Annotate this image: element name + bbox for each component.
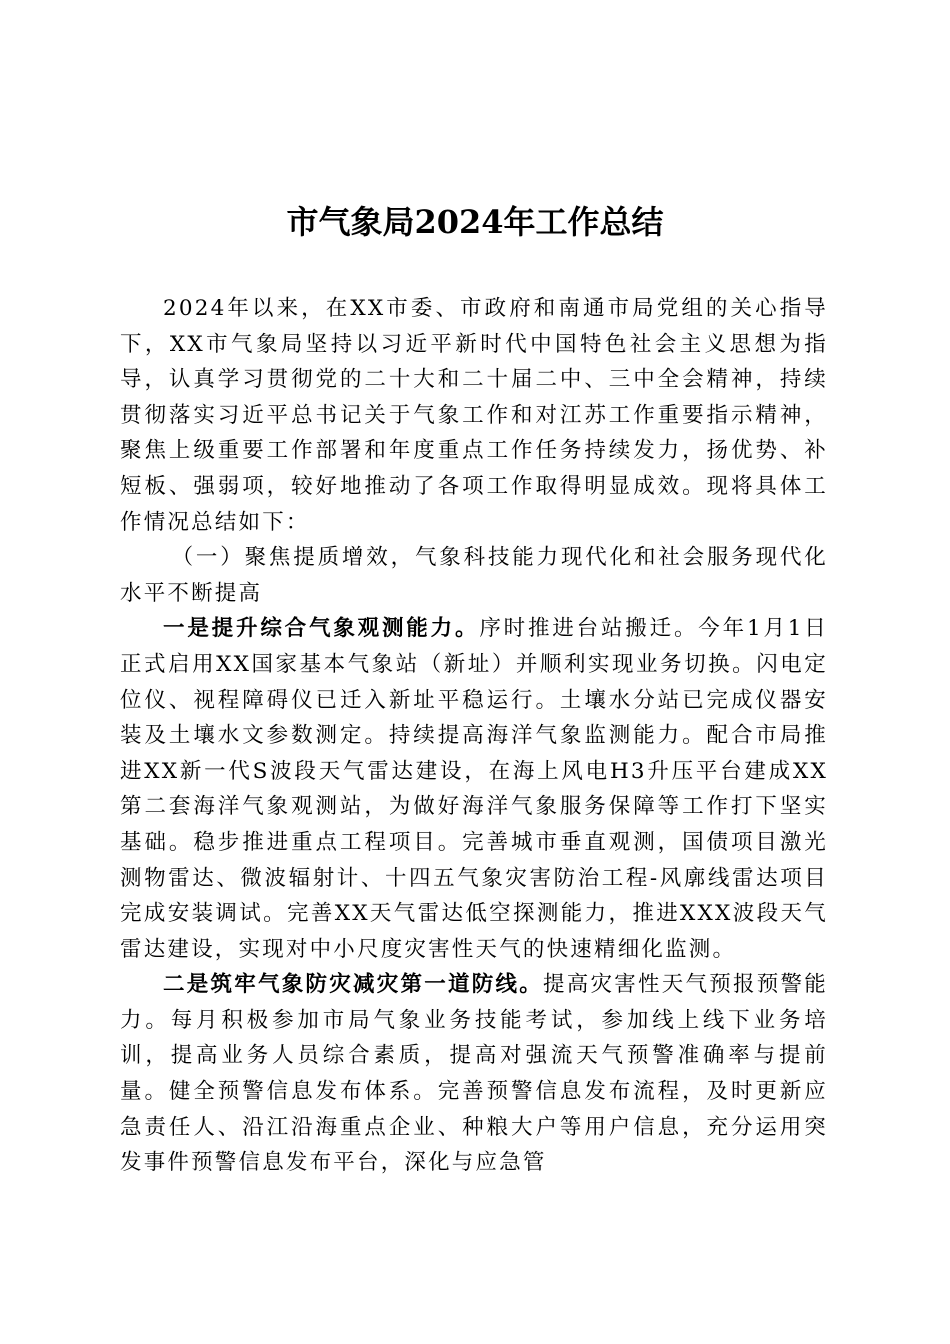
item-text-1: 序时推进台站搬迁。今年1月1日正式启用XX国家基本气象站（新址）并顺利实现业务切换。闪电定位仪、视程障碍仪已迁入新址平稳运行。土壤水分站已完成仪器安装及土壤水文参数测定。持续提高海洋气象监测能力。配合市局推进XX新一代S波段天气雷达建设，在海上风电H3升压平台建成XX第二套海洋气象观测站，为做好海洋气象服务保障等工作打下坚实基础。稳步推进重点工程项目。完善城市垂直观测，国债项目激光测物雷达、微波辐射计、十四五气象灾害防治工程-风廓线雷达项目完成安装调试。完善XX天气雷达低空探测能力，推进XXX波段天气雷达建设，实现对中小尺度灾害性天气的快速精细化监测。	[120, 616, 829, 962]
item-text-2: 提高灾害性天气预报预警能力。每月积极参加市局气象业务技能考试，参加线上线下业务培训，提高业务人员综合素质，提高对强流天气预警准确率与提前量。健全预警信息发布体系。完善预警信息发布流程，及时更新应急责任人、沿江沿海重点企业、种粮大户等用户信息，充分运用突发事件预警信息发布平台，深化与应急管	[120, 972, 828, 1176]
item-paragraph-1	[120, 611, 828, 967]
document-body	[120, 291, 828, 1181]
item-lead-1: 一是提升综合气象观测能力。	[163, 616, 480, 642]
item-paragraph-2	[120, 967, 828, 1181]
document-title: 市气象局2024年工作总结	[286, 203, 664, 241]
intro-paragraph: 2024年以来，在XX市委、市政府和南通市局党组的关心指导下，XX市气象局坚持以习近平新时代中国特色社会主义思想为指导，认真学习贯彻党的二十大和二十届二中、三中全会精神，持续贯彻落实习近平总书记关于气象工作和对江苏工作重要指示精神，聚焦上级重要工作部署和年度重点工作任务持续发力，扬优势、补短板、强弱项，较好地推动了各项工作取得明显成效。现将具体工作情况总结如下：	[120, 296, 828, 535]
item-lead-2: 二是筑牢气象防灾减灾第一道防线。	[163, 972, 544, 998]
section-heading: （一）聚焦提质增效，气象科技能力现代化和社会服务现代化水平不断提高	[120, 545, 828, 606]
